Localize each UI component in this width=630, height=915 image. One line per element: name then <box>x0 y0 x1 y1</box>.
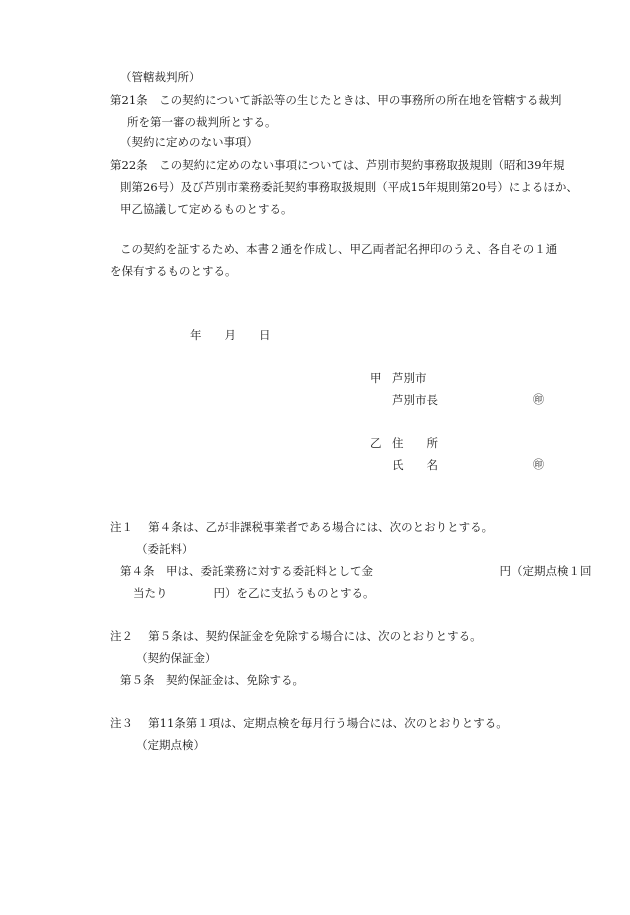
article-22-line-3: 甲乙協議して定めるものとする。 <box>120 202 293 216</box>
seal-icon: ㊞ <box>533 458 544 471</box>
note-1-line: 注１ 第４条は、乙が非課税事業者である場合には、次のとおりとする。 <box>110 520 494 534</box>
party-kou-label: 甲 <box>370 371 382 385</box>
closing-line-2: を保有するものとする。 <box>110 264 237 278</box>
closing-line-1: この契約を証するため、本書２通を作成し、甲乙両者記名押印のうえ、各自その１通 <box>120 242 558 256</box>
article-21-line-2: 所を第一審の裁判所とする。 <box>127 115 277 129</box>
party-kou-representative: 芦別市長 <box>392 393 438 407</box>
note-1-body-1: 第４条 甲は、委託業務に対する委託料として金 円（定期点検１回 <box>120 564 592 578</box>
article-21-heading: （管轄裁判所） <box>120 70 201 84</box>
note-2-line: 注２ 第５条は、契約保証金を免除する場合には、次のとおりとする。 <box>110 629 482 643</box>
article-22-line-2: 則第26号）及び芦別市業務委託契約事務取扱規則（平成15年規則第20号）によるほか、 <box>120 180 578 194</box>
contract-date: 年 月 日 <box>190 328 271 342</box>
party-otsu-address: 住 所 <box>392 436 438 450</box>
party-kou-name: 芦別市 <box>392 371 427 385</box>
party-otsu-label: 乙 <box>370 436 382 450</box>
seal-icon: ㊞ <box>533 393 544 406</box>
note-2-heading: （契約保証金） <box>136 651 217 665</box>
article-22-line-1: 第22条 この契約に定めのない事項については、芦別市契約事務取扱規則（昭和39年規 <box>110 158 565 172</box>
note-3-line: 注３ 第11条第１項は、定期点検を毎月行う場合には、次のとおりとする。 <box>110 716 508 730</box>
note-1-body-2: 当たり 円）を乙に支払うものとする。 <box>133 586 375 600</box>
party-otsu-name: 氏 名 <box>392 458 438 472</box>
article-22-heading: （契約に定めのない事項） <box>120 135 258 149</box>
note-1-heading: （委託料） <box>136 542 194 556</box>
article-21-line-1: 第21条 この契約について訴訟等の生じたときは、甲の事務所の所在地を管轄する裁判 <box>110 93 562 107</box>
note-3-heading: （定期点検） <box>136 738 205 752</box>
note-2-body: 第５条 契約保証金は、免除する。 <box>120 673 304 687</box>
